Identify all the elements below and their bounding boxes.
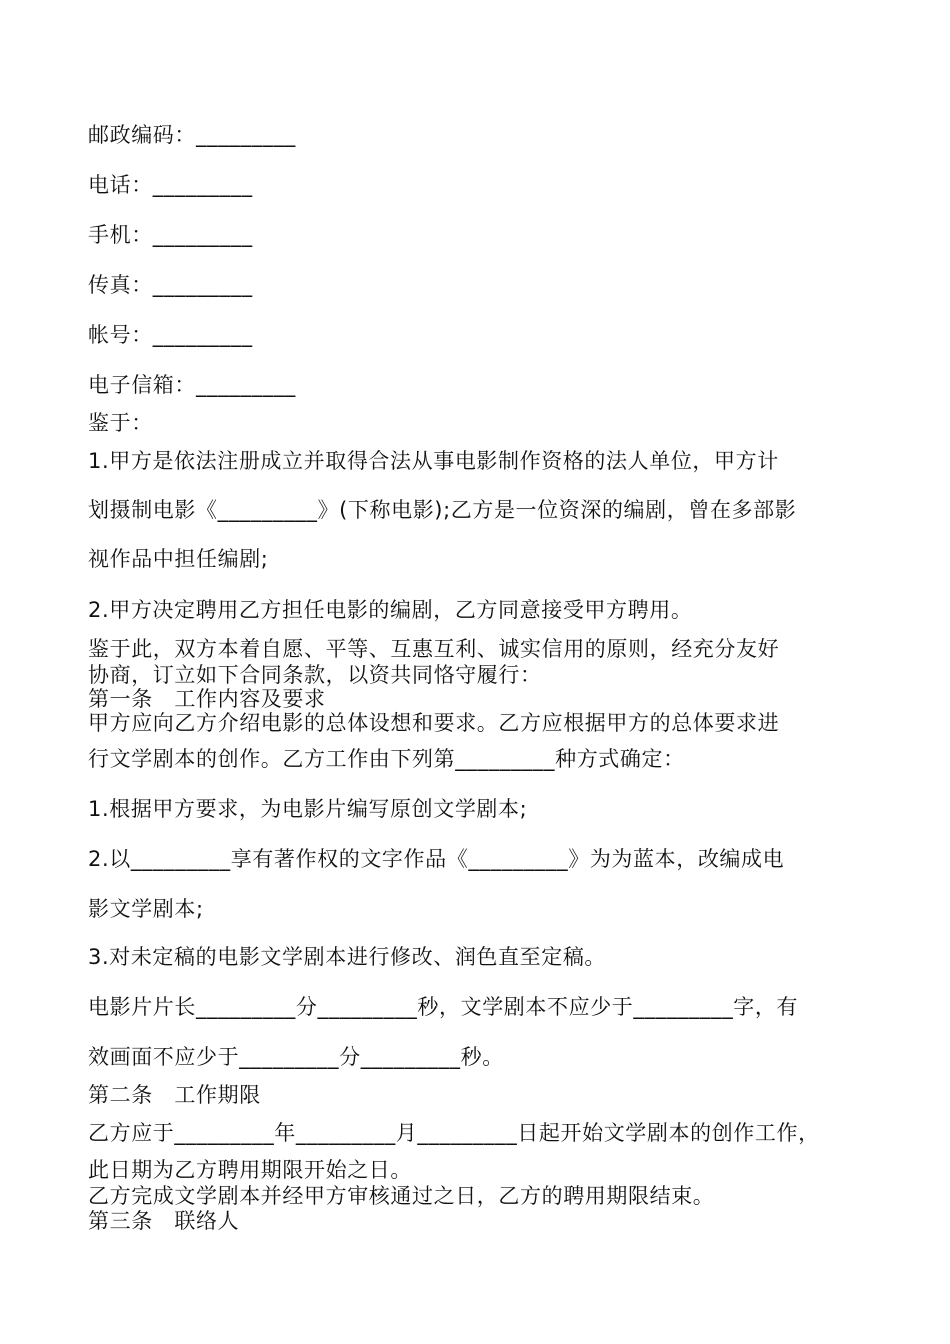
article-three-heading: 第三条 联络人 [88, 1209, 240, 1233]
phone-line: 电话：_________ [88, 173, 253, 197]
paragraph-line: 视作品中担任编剧; [88, 547, 269, 571]
paragraph-line: 行文学剧本的创作。乙方工作由下列第_________种方式确定： [88, 747, 685, 771]
list-item: 影文学剧本; [88, 897, 204, 921]
list-item: 2.以_________享有著作权的文字作品《_________》为为蓝本，改编成电 [88, 847, 785, 871]
list-item: 1.根据甲方要求，为电影片编写原创文学剧本; [88, 797, 528, 821]
postal-code-line: 邮政编码：_________ [88, 123, 296, 147]
email-line: 电子信箱：_________ [88, 373, 296, 397]
paragraph-line: 1.甲方是依法注册成立并取得合法从事电影制作资格的法人单位，甲方计 [88, 449, 779, 473]
paragraph-line: 电影片片长_________分_________秒，文学剧本不应少于_________字，有 [88, 995, 799, 1019]
paragraph-line: 此日期为乙方聘用期限开始之日。 [88, 1158, 412, 1182]
account-line: 帐号：_________ [88, 323, 253, 347]
fax-line: 传真：_________ [88, 273, 253, 297]
whereas-heading: 鉴于： [88, 411, 153, 435]
list-item: 3.对未定稿的电影文学剧本进行修改、润色直至定稿。 [88, 945, 607, 969]
article-two-heading: 第二条 工作期限 [88, 1083, 261, 1107]
paragraph-line: 乙方完成文学剧本并经甲方审核通过之日，乙方的聘用期限结束。 [88, 1184, 715, 1208]
mobile-line: 手机：_________ [88, 223, 253, 247]
paragraph-line: 甲方应向乙方介绍电影的总体设想和要求。乙方应根据甲方的总体要求进 [88, 711, 780, 735]
paragraph-line: 效画面不应少于_________分_________秒。 [88, 1045, 504, 1069]
paragraph-line: 乙方应于_________年_________月_________日起开始文学剧本的创作工作， [88, 1121, 820, 1145]
article-one-heading: 第一条 工作内容及要求 [88, 687, 326, 711]
paragraph-line: 2.甲方决定聘用乙方担任电影的编剧，乙方同意接受甲方聘用。 [88, 598, 693, 622]
paragraph-line: 协商，订立如下合同条款，以资共同恪守履行： [88, 663, 542, 687]
paragraph-line: 划摄制电影《_________》(下称电影);乙方是一位资深的编剧，曾在多部影 [88, 498, 797, 522]
paragraph-line: 鉴于此，双方本着自愿、平等、互惠互利、诚实信用的原则，经充分友好 [88, 637, 780, 661]
